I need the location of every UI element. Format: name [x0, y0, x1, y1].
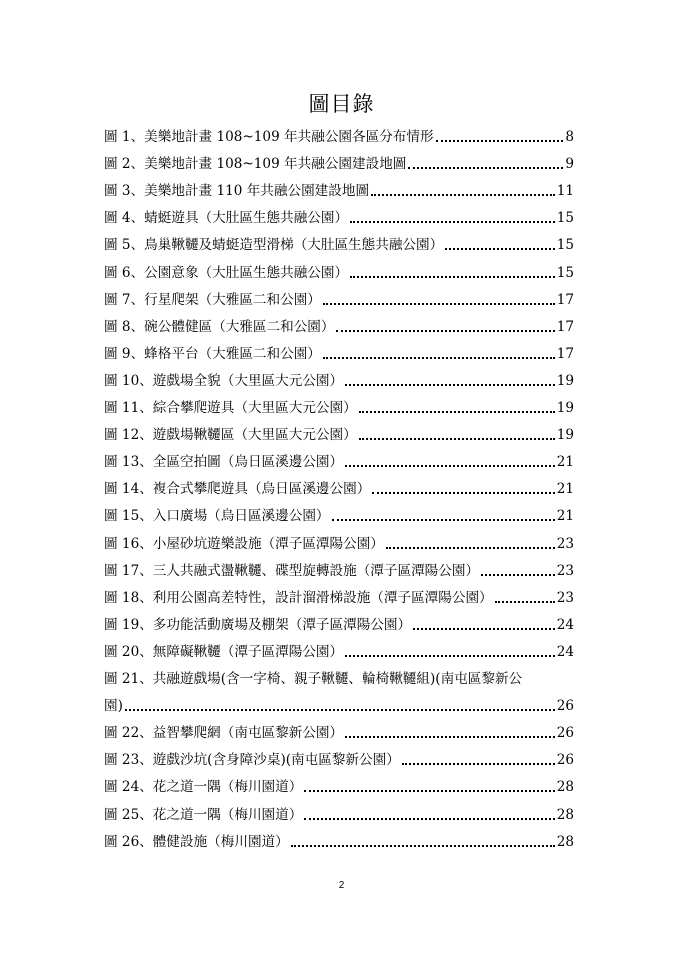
- dot-leader: [402, 763, 555, 765]
- toc-entry[interactable]: [104, 182, 574, 200]
- toc-entry[interactable]: [104, 535, 574, 553]
- toc-entry-page: 28: [556, 779, 574, 796]
- dot-leader: [304, 818, 554, 820]
- dot-leader: [345, 465, 555, 467]
- toc-entry-label: 圖 26、體健設施（梅川園道）: [104, 833, 289, 850]
- toc-entry-label: 圖 12、遊戲場鞦韆區（大里區大元公園）: [104, 427, 357, 444]
- dot-leader: [345, 655, 555, 657]
- toc-entry-label: 圖 9、蜂格平台（大雅區二和公園）: [104, 345, 321, 362]
- toc-entry-label: 圖 1、美樂地計畫 108~109 年共融公園各區分布情形: [104, 129, 434, 145]
- toc-entry[interactable]: [104, 372, 574, 390]
- toc-entry[interactable]: [104, 236, 574, 254]
- toc-entry[interactable]: [104, 128, 574, 146]
- toc-entry[interactable]: [104, 480, 574, 498]
- toc-entry[interactable]: [104, 399, 574, 417]
- toc-entry-label: 圖 13、全區空拍圖（烏日區溪邊公園）: [104, 454, 344, 471]
- dot-leader: [291, 845, 555, 847]
- toc-entry[interactable]: [104, 643, 574, 661]
- dot-leader: [436, 140, 564, 142]
- toc-entry[interactable]: [104, 616, 574, 634]
- toc-entry-page: 19: [556, 372, 574, 389]
- toc-entry[interactable]: [104, 589, 574, 607]
- dot-leader: [372, 492, 554, 494]
- toc-entry-label: 圖 11、綜合攀爬遊具（大里區大元公園）: [104, 400, 357, 416]
- toc-entry-label: 圖 20、無障礙鞦韆（潭子區潭陽公園）: [104, 643, 344, 660]
- toc-entry-label: 圖 6、公園意象（大肚區生態共融公園）: [104, 264, 349, 281]
- toc-entry[interactable]: [104, 751, 574, 769]
- toc-entry[interactable]: [104, 562, 574, 580]
- toc-entry-page: 23: [556, 535, 574, 552]
- toc-entry[interactable]: [104, 724, 574, 742]
- toc-entry-label: 圖 25、花之道一隅（梅川園道）: [104, 806, 303, 823]
- toc-entry-page: 15: [556, 210, 574, 227]
- toc-entry-page: 8: [565, 129, 574, 145]
- toc-entry-page: 26: [556, 725, 574, 742]
- toc-entry-label-continued: 園): [104, 698, 123, 714]
- toc-entry[interactable]: [104, 833, 574, 851]
- toc-entry-label: 圖 8、碗公體健區（大雅區二和公園）: [104, 318, 335, 335]
- toc-entry-page: 23: [556, 589, 574, 606]
- dot-leader: [345, 384, 555, 386]
- toc-entry[interactable]: [104, 453, 574, 471]
- toc-entry-label: 圖 22、益智攀爬網（南屯區黎新公園）: [104, 725, 344, 742]
- toc-entry[interactable]: [104, 155, 574, 173]
- toc-entry-label: 圖 19、多功能活動廣場及棚架（潭子區潭陽公園）: [104, 616, 412, 633]
- dot-leader: [445, 248, 554, 250]
- toc-entry-page: 28: [556, 806, 574, 823]
- dot-leader: [371, 194, 555, 196]
- toc-entry-label: 圖 16、小屋砂坑遊樂設施（潭子區潭陽公園）: [104, 535, 384, 552]
- dot-leader: [350, 221, 555, 223]
- toc-entry-label: 圖 14、複合式攀爬遊具（烏日區溪邊公園）: [104, 481, 371, 498]
- toc-entry[interactable]: [104, 209, 574, 227]
- toc-entry[interactable]: [104, 670, 574, 715]
- toc-entry-page: 9: [565, 156, 574, 173]
- toc-entry[interactable]: [104, 806, 574, 824]
- toc-entry[interactable]: [104, 345, 574, 363]
- toc-entry-page: 19: [556, 427, 574, 444]
- toc-entry-page: 28: [556, 833, 574, 850]
- toc-entry-page: 24: [556, 643, 574, 660]
- toc-entry-label: 圖 5、鳥巢鞦韆及蜻蜓造型滑梯（大肚區生態共融公園）: [104, 237, 444, 254]
- toc-entry[interactable]: [104, 507, 574, 525]
- toc-entry-page: 17: [556, 291, 574, 308]
- toc-entry-page: 26: [556, 698, 574, 714]
- toc-entry-label: 圖 3、美樂地計畫 110 年共融公園建設地圖: [104, 183, 370, 200]
- toc-entry-label: 圖 4、蜻蜓遊具（大肚區生態共融公園）: [104, 210, 349, 227]
- toc-entry-page: 21: [556, 508, 574, 525]
- page-title: 圖目錄: [308, 92, 375, 116]
- toc-entry-page: 15: [556, 237, 574, 254]
- toc-entry-label: 圖 24、花之道一隅（梅川園道）: [104, 779, 303, 796]
- toc-entry-label: 圖 21、共融遊戲場(含一字椅、親子鞦韆、輪椅鞦韆組)(南屯區黎新公: [104, 671, 523, 687]
- dot-leader: [345, 736, 555, 738]
- dot-leader: [495, 601, 555, 603]
- toc-entry[interactable]: [104, 778, 574, 796]
- toc-entry-page: 11: [556, 183, 574, 200]
- toc-entry[interactable]: [104, 426, 574, 444]
- dot-leader: [332, 519, 555, 521]
- toc-entry-label: 圖 17、三人共融式盪鞦韆、碟型旋轉設施（潭子區潭陽公園）: [104, 562, 480, 579]
- page-number: 2: [338, 880, 345, 891]
- toc-entry-page: 26: [556, 752, 574, 769]
- toc-entry-page: 15: [556, 264, 574, 281]
- dot-leader: [408, 167, 563, 169]
- toc-entry-page: 17: [556, 345, 574, 362]
- dot-leader: [350, 276, 555, 278]
- dot-leader: [323, 303, 555, 305]
- dot-leader: [304, 790, 554, 792]
- toc-entry-label: 圖 15、入口廣場（烏日區溪邊公園）: [104, 508, 330, 525]
- toc-entry[interactable]: [104, 318, 574, 336]
- dot-leader: [386, 547, 555, 549]
- dot-leader: [323, 357, 555, 359]
- toc-entry-label: 圖 18、利用公園高差特性，設計溜滑梯設施（潭子區潭陽公園）: [104, 589, 493, 606]
- toc-entry-page: 23: [556, 562, 574, 579]
- dot-leader: [359, 411, 555, 413]
- toc-entry-label: 圖 7、行星爬架（大雅區二和公園）: [104, 291, 321, 308]
- toc-entry-page: 21: [556, 454, 574, 471]
- toc-entry-label: 圖 23、遊戲沙坑(含身障沙桌)(南屯區黎新公園）: [104, 752, 400, 769]
- dot-leader: [125, 709, 555, 711]
- dot-leader: [359, 438, 555, 440]
- dot-leader: [481, 574, 555, 576]
- toc-entry-page: 19: [556, 400, 574, 416]
- toc-entry[interactable]: [104, 264, 574, 282]
- dot-leader: [413, 628, 555, 630]
- toc-entry-label: 圖 2、美樂地計畫 108~109 年共融公園建設地圖: [104, 156, 407, 173]
- toc-entry[interactable]: [104, 291, 574, 309]
- toc-entry-page: 24: [556, 616, 574, 633]
- toc-entry-label: 圖 10、遊戲場全貌（大里區大元公園）: [104, 372, 344, 389]
- dot-leader: [336, 330, 554, 332]
- toc-entry-page: 17: [556, 318, 574, 335]
- toc-entry-page: 21: [556, 481, 574, 498]
